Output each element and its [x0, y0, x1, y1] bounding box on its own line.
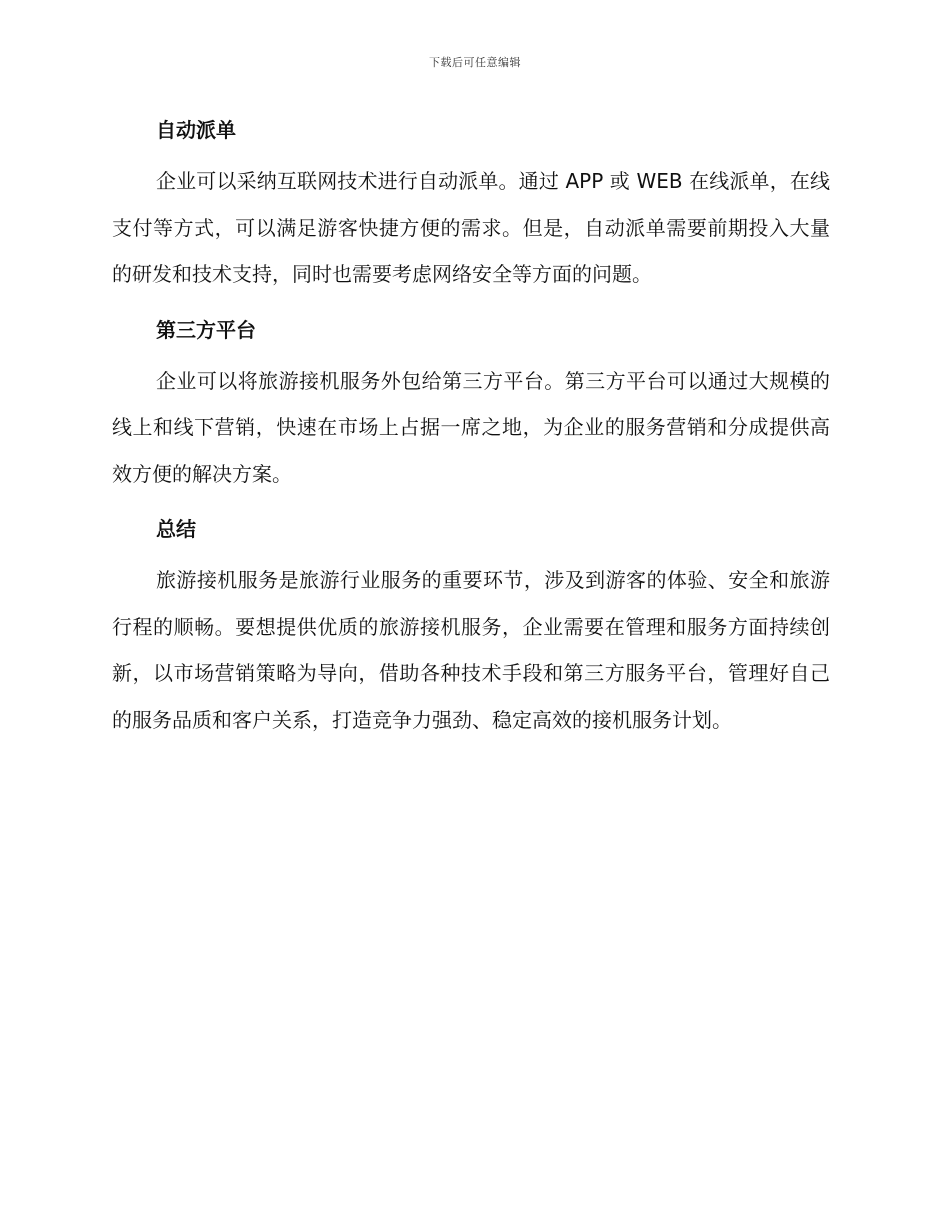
section-summary: [112, 511, 830, 743]
section-paragraph: 企业可以将旅游接机服务外包给第三方平台。第三方平台可以通过大规模的线上和线下营销，快速在市场上占据一席之地，为企业的服务营销和分成提供高效方便的解决方案。: [112, 368, 830, 486]
document-body: [112, 112, 830, 757]
section-paragraph: 旅游接机服务是旅游行业服务的重要环节，涉及到游客的体验、安全和旅游行程的顺畅。要想提供优质的旅游接机服务，企业需要在管理和服务方面持续创新，以市场营销策略为导向，借助各种技术手段和第三方服务平台，管理好自己的服务品质和客户关系，打造竞争力强劲、稳定高效的接机服务计划。: [112, 568, 830, 732]
section-heading: 自动派单: [156, 118, 236, 142]
section-heading: 第三方平台: [156, 317, 256, 342]
section-heading: 总结: [156, 517, 196, 541]
section-third-party-platform: [112, 312, 830, 498]
section-paragraph: 企业可以采纳互联网技术进行自动派单。通过 APP 或 WEB 在线派单，在线支付等方式，可以满足游客快捷方便的需求。但是，自动派单需要前期投入大量的研发和技术支持，同时也需要考虑网络安全等方面的问题。: [112, 169, 830, 286]
header-note: 下载后可任意编辑: [429, 56, 521, 69]
section-auto-dispatch: [112, 112, 830, 298]
